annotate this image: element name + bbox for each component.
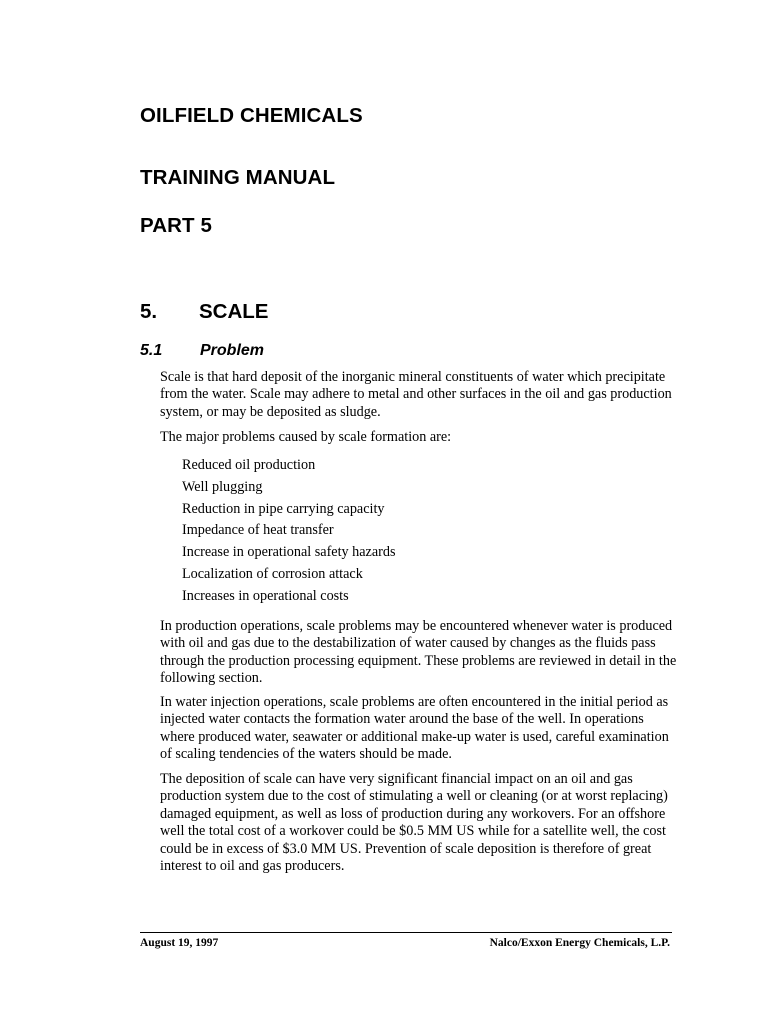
list-item: Increase in operational safety hazards [182,544,396,561]
manual-title: OILFIELD CHEMICALS [140,104,363,127]
problems-list [182,455,396,608]
paragraph-financial: The deposition of scale can have very significant financial impact on an oil and gas production system due to the cost of stimulating a well or cleaning (or at worst replacing) damaged equipment, as well as loss of production during any workovers. For an offshore well the total cost of a workover could be $0.5 MM US while for a satellite well, the cost could be in excess of $3.0 MM US. Prevention of scale deposition is therefore of great interest to oil and gas producers. [160,771,668,875]
section-title: Problem [200,342,265,359]
manual-subtitle: TRAINING MANUAL [140,166,336,189]
footer-divider [140,932,672,933]
chapter-number: 5. [140,300,158,323]
part-label: PART 5 [140,214,212,237]
paragraph-problems-intro: The major problems caused by scale formation are: [160,429,452,445]
section-number: 5.1 [140,342,163,359]
paragraph-injection: In water injection operations, scale problems are often encountered in the initial period as injected water contacts the formation water around the base of the well. In operations where produced water, seawater or additional make-up water is used, careful examination of scaling tendencies of the waters should be made. [160,694,669,763]
paragraph-definition: Scale is that hard deposit of the inorganic mineral constituents of water which precipitate from the water. Scale may adhere to metal and other surfaces in the oil and gas production system, or may be deposited as sludge. [160,369,672,420]
footer-date: August 19, 1997 [140,937,219,949]
list-item: Increases in operational costs [182,587,349,604]
list-item: Localization of corrosion attack [182,565,363,582]
footer-company: Nalco/Exxon Energy Chemicals, L.P. [489,937,670,949]
list-item: Impedance of heat transfer [182,522,334,539]
chapter-title: SCALE [199,300,269,323]
paragraph-production: In production operations, scale problems may be encountered whenever water is produced with oil and gas due to the destabilization of water caused by changes as the fluids pass through the production processing equipment. These problems are reviewed in detail in the following section. [160,618,677,687]
list-item: Well plugging [182,478,263,495]
list-item: Reduction in pipe carrying capacity [182,500,385,517]
list-item: Reduced oil production [182,457,316,473]
